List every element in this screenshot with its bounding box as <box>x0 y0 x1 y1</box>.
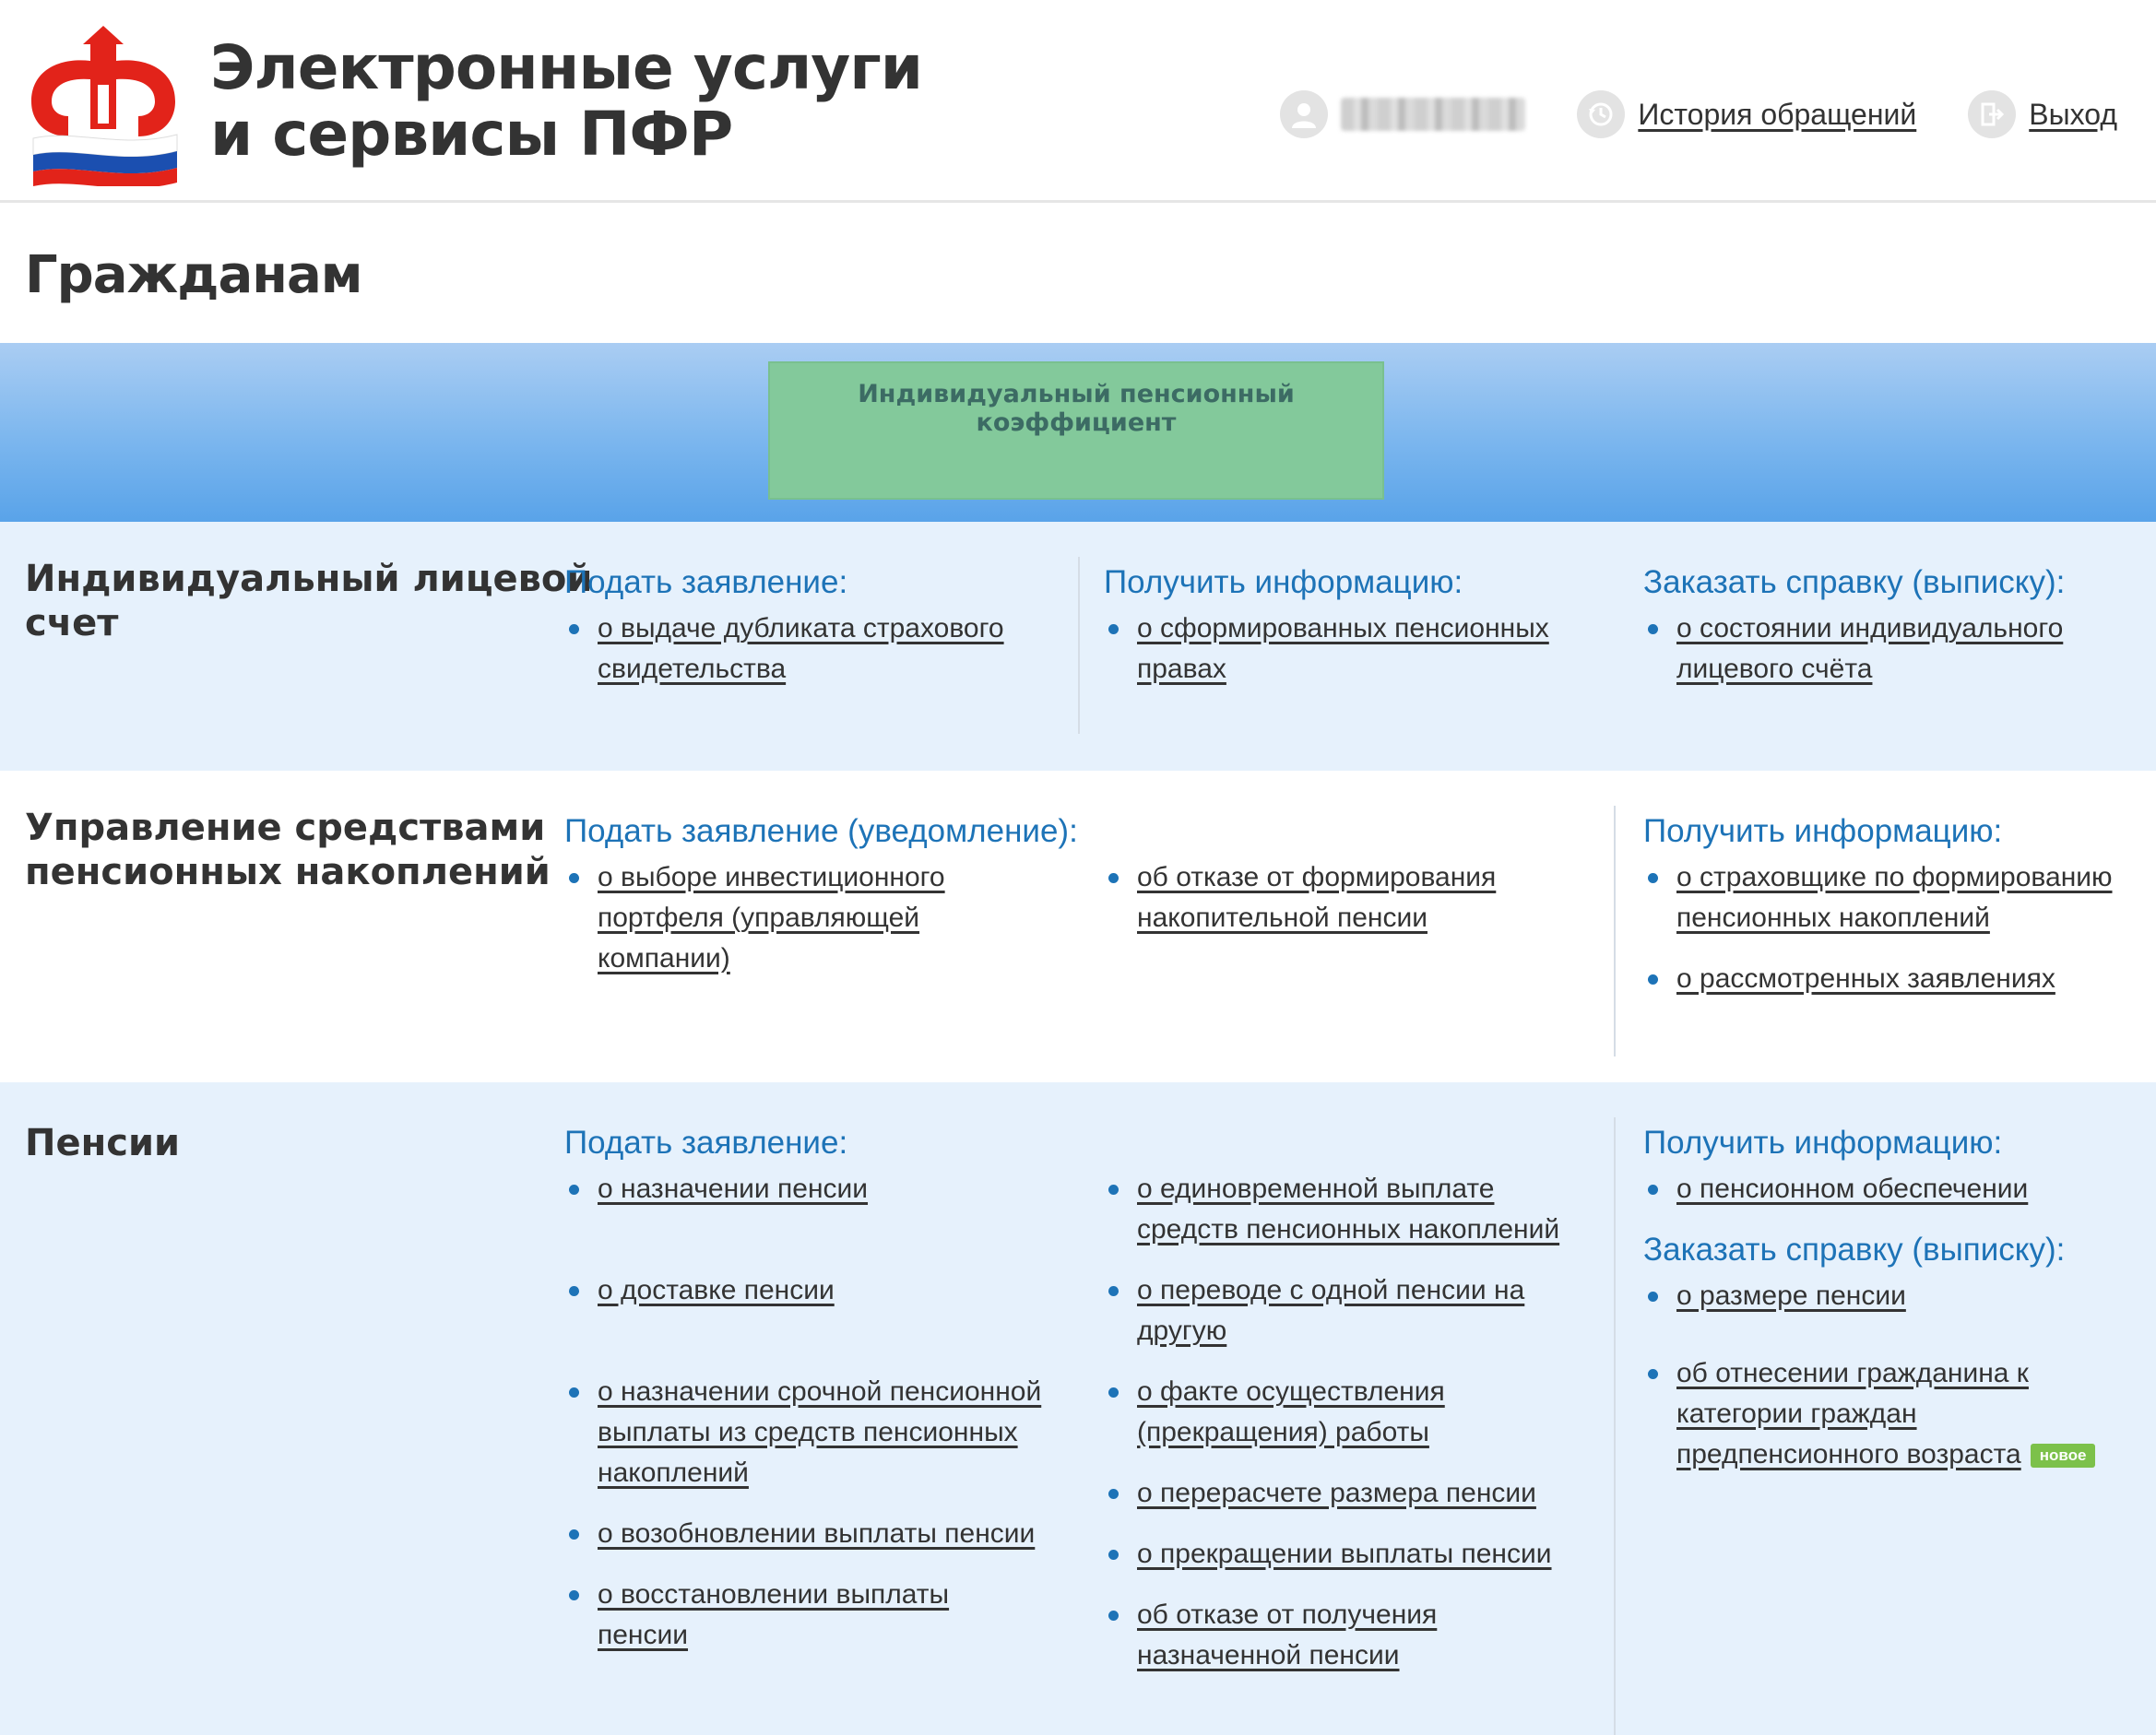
page-title: Гражданам <box>25 245 362 305</box>
pension-provision-link[interactable]: о пенсионном обеспечении <box>1676 1174 2029 1204</box>
resume-payment-link[interactable]: о возобновлении выплаты пенсии <box>598 1518 1036 1549</box>
pensions-cert-list <box>1643 1276 2132 1475</box>
pensions-info-column <box>1643 1123 2132 1475</box>
duplicate-certificate-link[interactable]: о выдаче дубликата страхового свидетельства <box>598 613 1004 684</box>
list-item <box>1104 1372 1583 1453</box>
list-item <box>564 1372 1044 1493</box>
pfr-logo[interactable] <box>20 20 186 186</box>
assign-pension-link[interactable]: о назначении пенсии <box>598 1174 869 1204</box>
list-item <box>1104 1270 1583 1351</box>
list-item <box>1643 608 2132 690</box>
list-item <box>564 1270 1044 1311</box>
account-apply-heading: Подать заявление: <box>564 564 848 600</box>
refuse-pension-link[interactable]: об отказе от получения назначенной пенсии <box>1137 1599 1438 1670</box>
list-item <box>564 1575 1044 1656</box>
section-personal-account <box>0 522 2156 771</box>
pension-rights-link[interactable]: о сформированных пенсионных правах <box>1137 613 1549 684</box>
pensions-apply-column-b <box>1104 1169 1583 1676</box>
pension-delivery-link[interactable]: о доставке пенсии <box>598 1275 835 1305</box>
savings-apply-column <box>564 811 1078 979</box>
brand-line-1: Электронные услуги <box>210 32 923 103</box>
list-item <box>1104 1473 1583 1514</box>
section-title-line-1: Управление средствами <box>25 807 546 849</box>
ipk-label: Индивидуальный пенсионный коэффициент <box>858 380 1295 437</box>
account-info-column <box>1104 562 1583 690</box>
logout-label[interactable]: Выход <box>2029 97 2117 131</box>
pre-retirement-link[interactable]: об отнесении гражданина к категории граждан предпенсионного возраста <box>1676 1358 2029 1469</box>
list-item <box>564 857 1044 979</box>
savings-apply-list-a <box>564 857 1044 979</box>
recalculation-link[interactable]: о перерасчете размера пенсии <box>1137 1478 1536 1508</box>
section-title-line-2: счет <box>25 602 119 644</box>
pensions-info-list <box>1643 1169 2132 1210</box>
history-link[interactable] <box>1577 90 1916 138</box>
logout-link[interactable] <box>1968 90 2117 138</box>
pensions-apply-list-a <box>564 1169 1044 1656</box>
section-title <box>25 806 551 894</box>
section-pension-savings <box>0 771 2156 1082</box>
account-apply-list <box>564 608 1044 690</box>
savings-apply-heading: Подать заявление (уведомление): <box>564 813 1078 849</box>
reviewed-applications-link[interactable]: о рассмотренных заявлениях <box>1676 963 2055 994</box>
user-menu[interactable] <box>1280 90 1525 138</box>
history-icon <box>1577 90 1625 138</box>
section-title-line-2: пенсионных накоплений <box>25 851 551 893</box>
account-state-link[interactable]: о состоянии индивидуального лицевого счёта <box>1676 613 2064 684</box>
list-item <box>1643 1353 2132 1475</box>
account-info-list <box>1104 608 1583 690</box>
column-divider <box>1614 806 1616 1056</box>
user-name[interactable] <box>1341 98 1525 131</box>
savings-apply-column-b <box>1104 857 1583 938</box>
employment-fact-link[interactable]: о факте осуществления (прекращения) работы <box>1137 1376 1445 1447</box>
section-title: Пенсии <box>25 1122 181 1164</box>
list-item <box>564 608 1044 690</box>
savings-info-list <box>1643 857 2132 999</box>
pension-amount-link[interactable]: о размере пенсии <box>1676 1281 1906 1311</box>
section-title <box>25 557 592 645</box>
section-pensions <box>0 1082 2156 1735</box>
column-divider <box>1614 1117 1616 1735</box>
user-icon <box>1280 90 1328 138</box>
site-header <box>0 0 2156 203</box>
lump-sum-link[interactable]: о единовременной выплате средств пенсионных накоплений <box>1137 1174 1560 1245</box>
ipk-card[interactable] <box>768 361 1384 500</box>
account-cert-heading: Заказать справку (выписку): <box>1643 564 2066 600</box>
pensions-info-heading: Получить информацию: <box>1643 1125 2003 1161</box>
list-item <box>1104 1534 1583 1575</box>
new-badge: новое <box>2031 1444 2096 1468</box>
stop-payment-link[interactable]: о прекращении выплаты пенсии <box>1137 1539 1552 1569</box>
account-info-heading: Получить информацию: <box>1104 564 1463 600</box>
account-cert-column <box>1643 562 2132 690</box>
brand-title <box>210 32 923 170</box>
list-item <box>1104 608 1583 690</box>
header-nav <box>1228 89 2117 140</box>
account-apply-column <box>564 562 1044 690</box>
refuse-funded-pension-link[interactable]: об отказе от формирования накопительной пенсии <box>1137 862 1497 933</box>
pensions-cert-heading: Заказать справку (выписку): <box>1643 1232 2066 1268</box>
list-item <box>1104 1595 1583 1676</box>
savings-apply-list-b <box>1104 857 1583 938</box>
pension-transfer-link[interactable]: о переводе с одной пенсии на другую <box>1137 1275 1525 1346</box>
list-item <box>1643 1276 2132 1316</box>
list-item <box>564 1169 1044 1210</box>
logout-icon <box>1968 90 2016 138</box>
list-item <box>1104 1169 1583 1250</box>
list-item <box>1104 857 1583 938</box>
pensions-apply-list-b <box>1104 1169 1583 1676</box>
investment-portfolio-link[interactable]: о выборе инвестиционного портфеля (управляющей компании) <box>598 862 945 974</box>
pensions-apply-column <box>564 1123 1044 1656</box>
savings-info-heading: Получить информацию: <box>1643 813 2003 849</box>
list-item <box>564 1514 1044 1554</box>
list-item <box>1643 959 2132 999</box>
section-title-line-1: Индивидуальный лицевой <box>25 558 593 600</box>
brand-line-2: и сервисы ПФР <box>210 99 733 170</box>
restore-payment-link[interactable]: о восстановлении выплаты пенсии <box>598 1579 950 1650</box>
account-cert-list <box>1643 608 2132 690</box>
column-divider <box>1078 557 1080 734</box>
pensions-apply-heading: Подать заявление: <box>564 1125 848 1161</box>
urgent-payment-link[interactable]: о назначении срочной пенсионной выплаты из средств пенсионных накоплений <box>598 1376 1042 1488</box>
list-item <box>1643 857 2132 938</box>
list-item <box>1643 1169 2132 1210</box>
savings-info-column <box>1643 811 2132 999</box>
history-label[interactable]: История обращений <box>1638 97 1917 131</box>
insurer-link[interactable]: о страховщике по формированию пенсионных накоплений <box>1676 862 2113 933</box>
